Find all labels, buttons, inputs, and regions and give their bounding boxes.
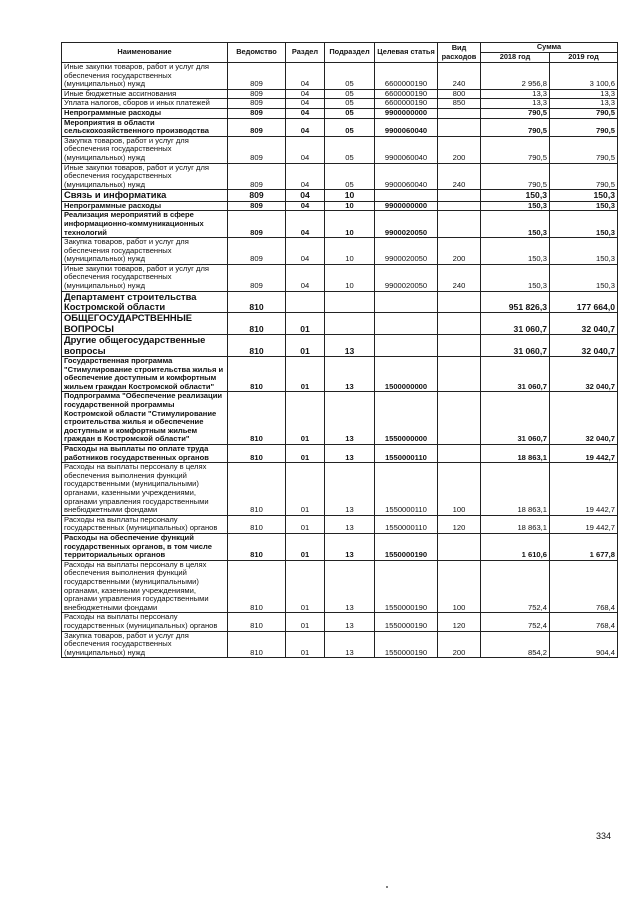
row-vedomstvo: 810 — [228, 560, 286, 613]
row-sum-2019: 904,4 — [550, 631, 618, 658]
row-podrazdel: 13 — [325, 533, 375, 560]
table-row — [62, 201, 618, 211]
table-row — [62, 89, 618, 99]
row-sum-2018: 13,3 — [481, 89, 550, 99]
row-podrazdel: 10 — [325, 238, 375, 265]
row-target-article: 1550000190 — [375, 533, 438, 560]
row-sum-2019: 1 677,8 — [550, 533, 618, 560]
table-row — [62, 631, 618, 658]
budget-table-sheet — [61, 42, 617, 658]
row-target-article — [375, 335, 438, 357]
row-sum-2019: 150,3 — [550, 201, 618, 211]
row-name: Расходы на обеспечение функций государственных органов, в том числе территориальных органов — [62, 533, 228, 560]
row-sum-2019: 150,3 — [550, 211, 618, 238]
row-name: Иные закупки товаров, работ и услуг для обеспечения государственных (муниципальных) нужд — [62, 163, 228, 190]
row-sum-2019: 19 442,7 — [550, 445, 618, 463]
header-razdel: Раздел — [286, 43, 325, 63]
row-vedomstvo: 809 — [228, 211, 286, 238]
row-name: Иные закупки товаров, работ и услуг для обеспечения государственных (муниципальных) нужд — [62, 264, 228, 291]
header-target-article: Целевая статья — [375, 43, 438, 63]
row-sum-2018: 752,4 — [481, 560, 550, 613]
header-podrazdel: Подраздел — [325, 43, 375, 63]
row-sum-2018: 31 060,7 — [481, 392, 550, 445]
row-name: Закупка товаров, работ и услуг для обеспечения государственных (муниципальных) нужд — [62, 238, 228, 265]
row-name: Департамент строительства Костромской области — [62, 291, 228, 313]
row-expense-type — [438, 190, 481, 201]
row-sum-2018: 752,4 — [481, 613, 550, 631]
row-target-article — [375, 291, 438, 313]
row-vedomstvo: 809 — [228, 118, 286, 136]
row-razdel: 01 — [286, 445, 325, 463]
row-sum-2018: 18 863,1 — [481, 515, 550, 533]
table-row — [62, 463, 618, 516]
row-sum-2018: 2 956,8 — [481, 63, 550, 90]
row-target-article: 6600000190 — [375, 63, 438, 90]
row-target-article: 9900000000 — [375, 108, 438, 118]
table-row — [62, 335, 618, 357]
row-name: Реализация мероприятий в сфере информационно-коммуникационных технологий — [62, 211, 228, 238]
row-sum-2019: 13,3 — [550, 99, 618, 109]
row-podrazdel: 05 — [325, 163, 375, 190]
row-podrazdel: 10 — [325, 211, 375, 238]
row-sum-2019: 790,5 — [550, 118, 618, 136]
row-razdel: 01 — [286, 392, 325, 445]
row-expense-type: 120 — [438, 515, 481, 533]
row-target-article: 9900000000 — [375, 201, 438, 211]
row-vedomstvo: 809 — [228, 163, 286, 190]
header-vedomstvo: Ведомство — [228, 43, 286, 63]
row-sum-2019: 150,3 — [550, 238, 618, 265]
row-target-article: 6600000190 — [375, 99, 438, 109]
row-razdel: 01 — [286, 313, 325, 335]
table-row — [62, 63, 618, 90]
row-target-article — [375, 313, 438, 335]
row-target-article: 1550000110 — [375, 463, 438, 516]
row-expense-type — [438, 357, 481, 392]
row-razdel: 04 — [286, 190, 325, 201]
row-podrazdel: 10 — [325, 264, 375, 291]
row-podrazdel: 13 — [325, 631, 375, 658]
row-sum-2019: 32 040,7 — [550, 313, 618, 335]
row-razdel: 04 — [286, 99, 325, 109]
row-sum-2018: 18 863,1 — [481, 463, 550, 516]
row-sum-2018: 790,5 — [481, 108, 550, 118]
row-sum-2019: 150,3 — [550, 190, 618, 201]
row-sum-2019: 790,5 — [550, 108, 618, 118]
row-podrazdel: 13 — [325, 515, 375, 533]
row-vedomstvo: 809 — [228, 201, 286, 211]
row-vedomstvo: 810 — [228, 533, 286, 560]
row-expense-type — [438, 201, 481, 211]
row-sum-2018: 1 610,6 — [481, 533, 550, 560]
row-target-article: 9900020050 — [375, 211, 438, 238]
row-vedomstvo: 810 — [228, 445, 286, 463]
table-row — [62, 445, 618, 463]
row-sum-2018: 31 060,7 — [481, 313, 550, 335]
row-target-article: 1550000190 — [375, 560, 438, 613]
row-target-article: 1550000110 — [375, 515, 438, 533]
row-razdel: 04 — [286, 136, 325, 163]
row-expense-type — [438, 533, 481, 560]
row-podrazdel: 13 — [325, 392, 375, 445]
row-vedomstvo: 810 — [228, 313, 286, 335]
header-sum: Сумма — [481, 43, 618, 53]
table-row — [62, 136, 618, 163]
table-row — [62, 99, 618, 109]
row-expense-type — [438, 291, 481, 313]
row-razdel: 01 — [286, 613, 325, 631]
row-razdel: 04 — [286, 238, 325, 265]
row-sum-2019: 768,4 — [550, 560, 618, 613]
row-expense-type — [438, 211, 481, 238]
row-sum-2019: 19 442,7 — [550, 463, 618, 516]
table-row — [62, 291, 618, 313]
row-name: Расходы на выплаты персоналу в целях обеспечения выполнения функций государственными (муниципальными) органами, казенными учреждениями, органами управления государственными внебюджетными фондами — [62, 560, 228, 613]
row-vedomstvo: 809 — [228, 99, 286, 109]
row-sum-2019: 13,3 — [550, 89, 618, 99]
row-vedomstvo: 810 — [228, 515, 286, 533]
row-name: Расходы на выплаты персоналу государственных (муниципальных) органов — [62, 515, 228, 533]
table-row — [62, 313, 618, 335]
row-vedomstvo: 809 — [228, 238, 286, 265]
row-expense-type: 240 — [438, 63, 481, 90]
row-target-article: 9900060040 — [375, 118, 438, 136]
row-expense-type: 100 — [438, 560, 481, 613]
row-razdel: 01 — [286, 515, 325, 533]
row-expense-type — [438, 445, 481, 463]
row-podrazdel: 13 — [325, 445, 375, 463]
row-expense-type — [438, 118, 481, 136]
row-razdel: 04 — [286, 211, 325, 238]
row-expense-type: 100 — [438, 463, 481, 516]
row-target-article: 9900020050 — [375, 264, 438, 291]
row-name: Другие общегосударственные вопросы — [62, 335, 228, 357]
row-razdel: 04 — [286, 201, 325, 211]
row-name: Непрограммные расходы — [62, 201, 228, 211]
row-sum-2019: 32 040,7 — [550, 392, 618, 445]
table-row — [62, 533, 618, 560]
row-expense-type: 240 — [438, 163, 481, 190]
header-expense-type: Вид расходов — [438, 43, 481, 63]
row-sum-2019: 3 100,6 — [550, 63, 618, 90]
table-row — [62, 190, 618, 201]
row-sum-2019: 790,5 — [550, 163, 618, 190]
row-sum-2018: 150,3 — [481, 190, 550, 201]
row-name: Расходы на выплаты по оплате труда работников государственных органов — [62, 445, 228, 463]
row-podrazdel: 13 — [325, 463, 375, 516]
row-name: Подпрограмма "Обеспечение реализации государственной программы Костромской области "Стимулирование строительства жилья и обеспечение доступным и комфортным жильем граждан в Костромской области" — [62, 392, 228, 445]
row-target-article: 6600000190 — [375, 89, 438, 99]
row-sum-2018: 31 060,7 — [481, 357, 550, 392]
table-row — [62, 211, 618, 238]
row-target-article: 1550000000 — [375, 392, 438, 445]
row-sum-2018: 31 060,7 — [481, 335, 550, 357]
row-sum-2018: 18 863,1 — [481, 445, 550, 463]
table-row — [62, 357, 618, 392]
row-podrazdel: 13 — [325, 357, 375, 392]
row-sum-2019: 19 442,7 — [550, 515, 618, 533]
row-vedomstvo: 809 — [228, 136, 286, 163]
row-vedomstvo: 809 — [228, 89, 286, 99]
row-name: Государственная программа "Стимулирование строительства жилья и обеспечение доступным и комфортным жильем граждан Костромской области" — [62, 357, 228, 392]
row-razdel: 01 — [286, 533, 325, 560]
row-podrazdel: 13 — [325, 613, 375, 631]
row-expense-type: 200 — [438, 631, 481, 658]
row-expense-type: 200 — [438, 238, 481, 265]
row-podrazdel: 05 — [325, 99, 375, 109]
row-vedomstvo: 810 — [228, 357, 286, 392]
row-razdel: 01 — [286, 335, 325, 357]
row-sum-2018: 13,3 — [481, 99, 550, 109]
row-podrazdel — [325, 291, 375, 313]
row-vedomstvo: 810 — [228, 613, 286, 631]
table-row — [62, 108, 618, 118]
row-expense-type: 240 — [438, 264, 481, 291]
table-body — [62, 63, 618, 658]
row-sum-2018: 790,5 — [481, 163, 550, 190]
row-expense-type: 200 — [438, 136, 481, 163]
table-row — [62, 515, 618, 533]
row-sum-2018: 150,3 — [481, 211, 550, 238]
row-name: Закупка товаров, работ и услуг для обеспечения государственных (муниципальных) нужд — [62, 631, 228, 658]
row-name: Мероприятия в области сельскохозяйственного производства — [62, 118, 228, 136]
table-row — [62, 560, 618, 613]
row-vedomstvo: 810 — [228, 463, 286, 516]
row-razdel: 01 — [286, 357, 325, 392]
row-vedomstvo: 810 — [228, 291, 286, 313]
row-vedomstvo: 809 — [228, 190, 286, 201]
row-razdel: 01 — [286, 463, 325, 516]
row-razdel: 04 — [286, 118, 325, 136]
row-vedomstvo: 809 — [228, 108, 286, 118]
row-razdel: 04 — [286, 163, 325, 190]
table-row — [62, 392, 618, 445]
row-sum-2019: 32 040,7 — [550, 335, 618, 357]
row-sum-2019: 177 664,0 — [550, 291, 618, 313]
row-name: Расходы на выплаты персоналу государственных (муниципальных) органов — [62, 613, 228, 631]
header-name: Наименование — [62, 43, 228, 63]
row-podrazdel: 13 — [325, 560, 375, 613]
row-podrazdel: 05 — [325, 136, 375, 163]
row-target-article: 1500000000 — [375, 357, 438, 392]
row-razdel: 04 — [286, 264, 325, 291]
row-podrazdel: 10 — [325, 190, 375, 201]
row-razdel: 01 — [286, 631, 325, 658]
row-sum-2018: 150,3 — [481, 238, 550, 265]
table-header — [62, 43, 618, 63]
row-expense-type: 800 — [438, 89, 481, 99]
row-vedomstvo: 809 — [228, 63, 286, 90]
header-year-2019: 2019 год — [550, 53, 618, 63]
table-row — [62, 264, 618, 291]
row-razdel: 04 — [286, 108, 325, 118]
row-expense-type — [438, 108, 481, 118]
row-sum-2019: 768,4 — [550, 613, 618, 631]
row-vedomstvo: 810 — [228, 392, 286, 445]
row-sum-2018: 951 826,3 — [481, 291, 550, 313]
row-target-article: 9900060040 — [375, 136, 438, 163]
row-name: Иные закупки товаров, работ и услуг для обеспечения государственных (муниципальных) нужд — [62, 63, 228, 90]
row-razdel: 04 — [286, 63, 325, 90]
row-target-article: 1550000190 — [375, 613, 438, 631]
page-number: 334 — [596, 831, 612, 841]
row-podrazdel — [325, 313, 375, 335]
row-sum-2019: 790,5 — [550, 136, 618, 163]
row-target-article: 1550000110 — [375, 445, 438, 463]
row-expense-type — [438, 335, 481, 357]
row-sum-2018: 854,2 — [481, 631, 550, 658]
row-vedomstvo: 809 — [228, 264, 286, 291]
row-vedomstvo: 810 — [228, 335, 286, 357]
row-target-article: 9900060040 — [375, 163, 438, 190]
row-name: Иные бюджетные ассигнования — [62, 89, 228, 99]
row-name: ОБЩЕГОСУДАРСТВЕННЫЕ ВОПРОСЫ — [62, 313, 228, 335]
row-sum-2018: 150,3 — [481, 264, 550, 291]
row-sum-2019: 150,3 — [550, 264, 618, 291]
row-podrazdel: 05 — [325, 89, 375, 99]
row-target-article — [375, 190, 438, 201]
row-podrazdel: 05 — [325, 118, 375, 136]
row-expense-type — [438, 392, 481, 445]
row-sum-2019: 32 040,7 — [550, 357, 618, 392]
row-expense-type — [438, 313, 481, 335]
row-razdel — [286, 291, 325, 313]
budget-table — [61, 42, 618, 658]
row-razdel: 04 — [286, 89, 325, 99]
row-name: Связь и информатика — [62, 190, 228, 201]
row-name: Уплата налогов, сборов и иных платежей — [62, 99, 228, 109]
table-row — [62, 238, 618, 265]
row-sum-2018: 790,5 — [481, 118, 550, 136]
row-podrazdel: 05 — [325, 108, 375, 118]
row-vedomstvo: 810 — [228, 631, 286, 658]
row-expense-type: 120 — [438, 613, 481, 631]
row-sum-2018: 150,3 — [481, 201, 550, 211]
row-name: Расходы на выплаты персоналу в целях обеспечения выполнения функций государственными (муниципальными) органами, казенными учреждениями, органами управления государственными внебюджетными фондами — [62, 463, 228, 516]
row-expense-type: 850 — [438, 99, 481, 109]
row-target-article: 9900020050 — [375, 238, 438, 265]
scan-speck — [386, 886, 388, 888]
row-razdel: 01 — [286, 560, 325, 613]
row-sum-2018: 790,5 — [481, 136, 550, 163]
table-row — [62, 118, 618, 136]
row-target-article: 1550000190 — [375, 631, 438, 658]
row-podrazdel: 13 — [325, 335, 375, 357]
table-row — [62, 613, 618, 631]
row-name: Непрограммные расходы — [62, 108, 228, 118]
row-podrazdel: 10 — [325, 201, 375, 211]
row-podrazdel: 05 — [325, 63, 375, 90]
row-name: Закупка товаров, работ и услуг для обеспечения государственных (муниципальных) нужд — [62, 136, 228, 163]
table-row — [62, 163, 618, 190]
header-year-2018: 2018 год — [481, 53, 550, 63]
